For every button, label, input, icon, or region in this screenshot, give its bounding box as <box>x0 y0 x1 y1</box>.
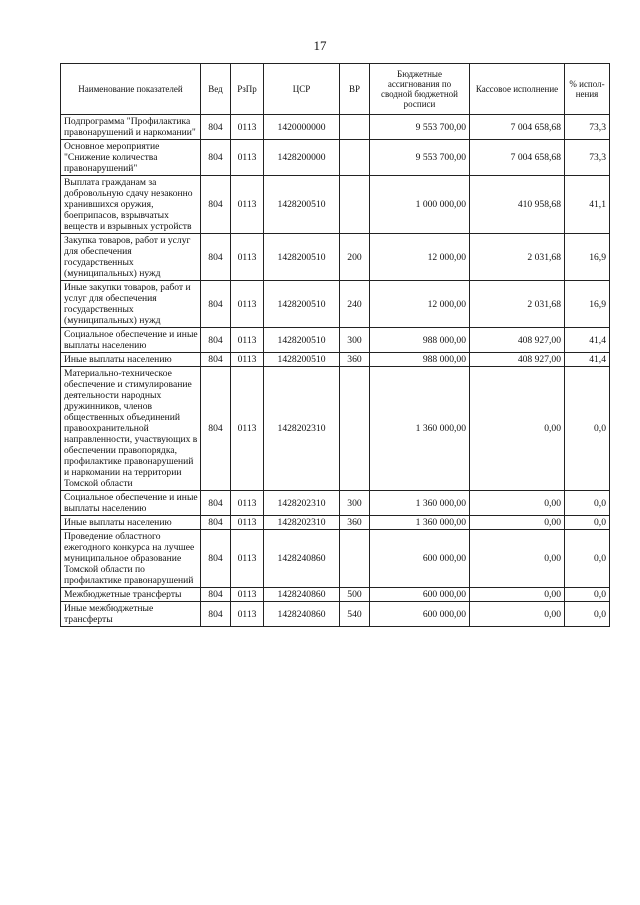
cell-rzpr: 0113 <box>231 353 264 367</box>
cell-csr: 1428240860 <box>264 588 340 602</box>
cell-vr: 240 <box>340 281 370 328</box>
cell-cash: 408 927,00 <box>470 353 565 367</box>
cell-cash: 0,00 <box>470 530 565 588</box>
cell-vr <box>340 115 370 140</box>
cell-cash: 0,00 <box>470 588 565 602</box>
table-header-row <box>61 64 610 115</box>
table-row <box>61 115 610 140</box>
cell-cash: 7 004 658,68 <box>470 140 565 176</box>
cell-vr <box>340 176 370 234</box>
cell-budget: 9 553 700,00 <box>370 115 470 140</box>
cell-csr: 1428240860 <box>264 530 340 588</box>
cell-ved: 804 <box>201 491 231 516</box>
cell-name: Социальное обеспечение и иные выплаты населению <box>61 328 201 353</box>
cell-percent: 0,0 <box>565 588 610 602</box>
cell-rzpr: 0113 <box>231 234 264 281</box>
cell-rzpr: 0113 <box>231 516 264 530</box>
cell-csr: 1428200510 <box>264 281 340 328</box>
cell-name: Выплата гражданам за добровольную сдачу незаконно хранившихся оружия, боеприпасов, взрывчатых веществ и взрывных устройств <box>61 176 201 234</box>
cell-cash: 0,00 <box>470 491 565 516</box>
cell-percent: 73,3 <box>565 140 610 176</box>
cell-ved: 804 <box>201 602 231 627</box>
cell-cash: 7 004 658,68 <box>470 115 565 140</box>
budget-table <box>60 63 610 627</box>
cell-percent: 41,4 <box>565 353 610 367</box>
cell-percent: 41,4 <box>565 328 610 353</box>
table-row <box>61 234 610 281</box>
cell-percent: 0,0 <box>565 491 610 516</box>
cell-ved: 804 <box>201 353 231 367</box>
cell-cash: 410 958,68 <box>470 176 565 234</box>
header-rzpr: РзПр <box>231 64 264 115</box>
cell-ved: 804 <box>201 281 231 328</box>
cell-cash: 0,00 <box>470 602 565 627</box>
cell-vr: 200 <box>340 234 370 281</box>
cell-budget: 988 000,00 <box>370 353 470 367</box>
cell-budget: 600 000,00 <box>370 530 470 588</box>
cell-rzpr: 0113 <box>231 176 264 234</box>
header-cash: Кассовое исполнение <box>470 64 565 115</box>
cell-vr: 300 <box>340 491 370 516</box>
table-row <box>61 353 610 367</box>
cell-cash: 408 927,00 <box>470 328 565 353</box>
cell-ved: 804 <box>201 176 231 234</box>
cell-percent: 0,0 <box>565 367 610 491</box>
cell-rzpr: 0113 <box>231 491 264 516</box>
cell-csr: 1428202310 <box>264 367 340 491</box>
cell-ved: 804 <box>201 328 231 353</box>
cell-rzpr: 0113 <box>231 140 264 176</box>
cell-budget: 12 000,00 <box>370 281 470 328</box>
cell-budget: 600 000,00 <box>370 602 470 627</box>
cell-rzpr: 0113 <box>231 328 264 353</box>
cell-ved: 804 <box>201 115 231 140</box>
cell-csr: 1428200510 <box>264 328 340 353</box>
cell-rzpr: 0113 <box>231 115 264 140</box>
cell-percent: 0,0 <box>565 530 610 588</box>
cell-cash: 0,00 <box>470 516 565 530</box>
cell-percent: 0,0 <box>565 516 610 530</box>
table-row <box>61 516 610 530</box>
cell-name: Проведение областного ежегодного конкурса на лучшее муниципальное образование Томской области по профилактике правонарушений <box>61 530 201 588</box>
cell-vr <box>340 530 370 588</box>
cell-ved: 804 <box>201 140 231 176</box>
cell-name: Материально-техническое обеспечение и стимулирование деятельности народных дружинников, членов общественных объединений правоохранительной направленности, участвующих в обеспечении правопорядка, профилактике правонарушений и наркомании на территории Томской области <box>61 367 201 491</box>
header-csr: ЦСР <box>264 64 340 115</box>
cell-percent: 16,9 <box>565 234 610 281</box>
table-row <box>61 602 610 627</box>
cell-percent: 0,0 <box>565 602 610 627</box>
header-percent: % испол- нения <box>565 64 610 115</box>
cell-ved: 804 <box>201 530 231 588</box>
page-number: 17 <box>313 38 327 53</box>
cell-percent: 41,1 <box>565 176 610 234</box>
cell-rzpr: 0113 <box>231 530 264 588</box>
cell-budget: 1 000 000,00 <box>370 176 470 234</box>
cell-rzpr: 0113 <box>231 602 264 627</box>
cell-csr: 1428202310 <box>264 516 340 530</box>
cell-vr <box>340 140 370 176</box>
cell-csr: 1420000000 <box>264 115 340 140</box>
cell-name: Иные выплаты населению <box>61 353 201 367</box>
table-row <box>61 491 610 516</box>
table-row <box>61 140 610 176</box>
cell-cash: 2 031,68 <box>470 234 565 281</box>
header-vr: ВР <box>340 64 370 115</box>
cell-ved: 804 <box>201 588 231 602</box>
header-ved: Вед <box>201 64 231 115</box>
cell-ved: 804 <box>201 367 231 491</box>
cell-vr: 360 <box>340 353 370 367</box>
cell-name: Иные межбюджетные трансферты <box>61 602 201 627</box>
cell-budget: 600 000,00 <box>370 588 470 602</box>
cell-csr: 1428200510 <box>264 353 340 367</box>
header-budget: Бюджетные ассигнования по сводной бюджетной росписи <box>370 64 470 115</box>
cell-vr: 500 <box>340 588 370 602</box>
table-row <box>61 328 610 353</box>
cell-ved: 804 <box>201 516 231 530</box>
cell-csr: 1428240860 <box>264 602 340 627</box>
cell-name: Основное мероприятие "Снижение количества правонарушений" <box>61 140 201 176</box>
cell-rzpr: 0113 <box>231 367 264 491</box>
cell-csr: 1428200510 <box>264 176 340 234</box>
cell-rzpr: 0113 <box>231 281 264 328</box>
cell-percent: 73,3 <box>565 115 610 140</box>
cell-name: Иные выплаты населению <box>61 516 201 530</box>
table-row <box>61 530 610 588</box>
cell-budget: 1 360 000,00 <box>370 516 470 530</box>
cell-csr: 1428200000 <box>264 140 340 176</box>
cell-name: Закупка товаров, работ и услуг для обеспечения государственных (муниципальных) нужд <box>61 234 201 281</box>
header-name: Наименование показателей <box>61 64 201 115</box>
cell-percent: 16,9 <box>565 281 610 328</box>
cell-name: Подпрограмма "Профилактика правонарушений и наркомании" <box>61 115 201 140</box>
cell-cash: 0,00 <box>470 367 565 491</box>
cell-vr <box>340 367 370 491</box>
cell-budget: 1 360 000,00 <box>370 491 470 516</box>
cell-name: Межбюджетные трансферты <box>61 588 201 602</box>
cell-csr: 1428200510 <box>264 234 340 281</box>
cell-cash: 2 031,68 <box>470 281 565 328</box>
cell-csr: 1428202310 <box>264 491 340 516</box>
cell-budget: 1 360 000,00 <box>370 367 470 491</box>
table-body <box>61 115 610 627</box>
table-row <box>61 281 610 328</box>
cell-vr: 540 <box>340 602 370 627</box>
cell-ved: 804 <box>201 234 231 281</box>
cell-budget: 12 000,00 <box>370 234 470 281</box>
cell-budget: 988 000,00 <box>370 328 470 353</box>
cell-rzpr: 0113 <box>231 588 264 602</box>
cell-vr: 300 <box>340 328 370 353</box>
cell-budget: 9 553 700,00 <box>370 140 470 176</box>
cell-name: Социальное обеспечение и иные выплаты населению <box>61 491 201 516</box>
cell-vr: 360 <box>340 516 370 530</box>
table-row <box>61 588 610 602</box>
table-row <box>61 176 610 234</box>
cell-name: Иные закупки товаров, работ и услуг для обеспечения государственных (муниципальных) нужд <box>61 281 201 328</box>
table-row <box>61 367 610 491</box>
